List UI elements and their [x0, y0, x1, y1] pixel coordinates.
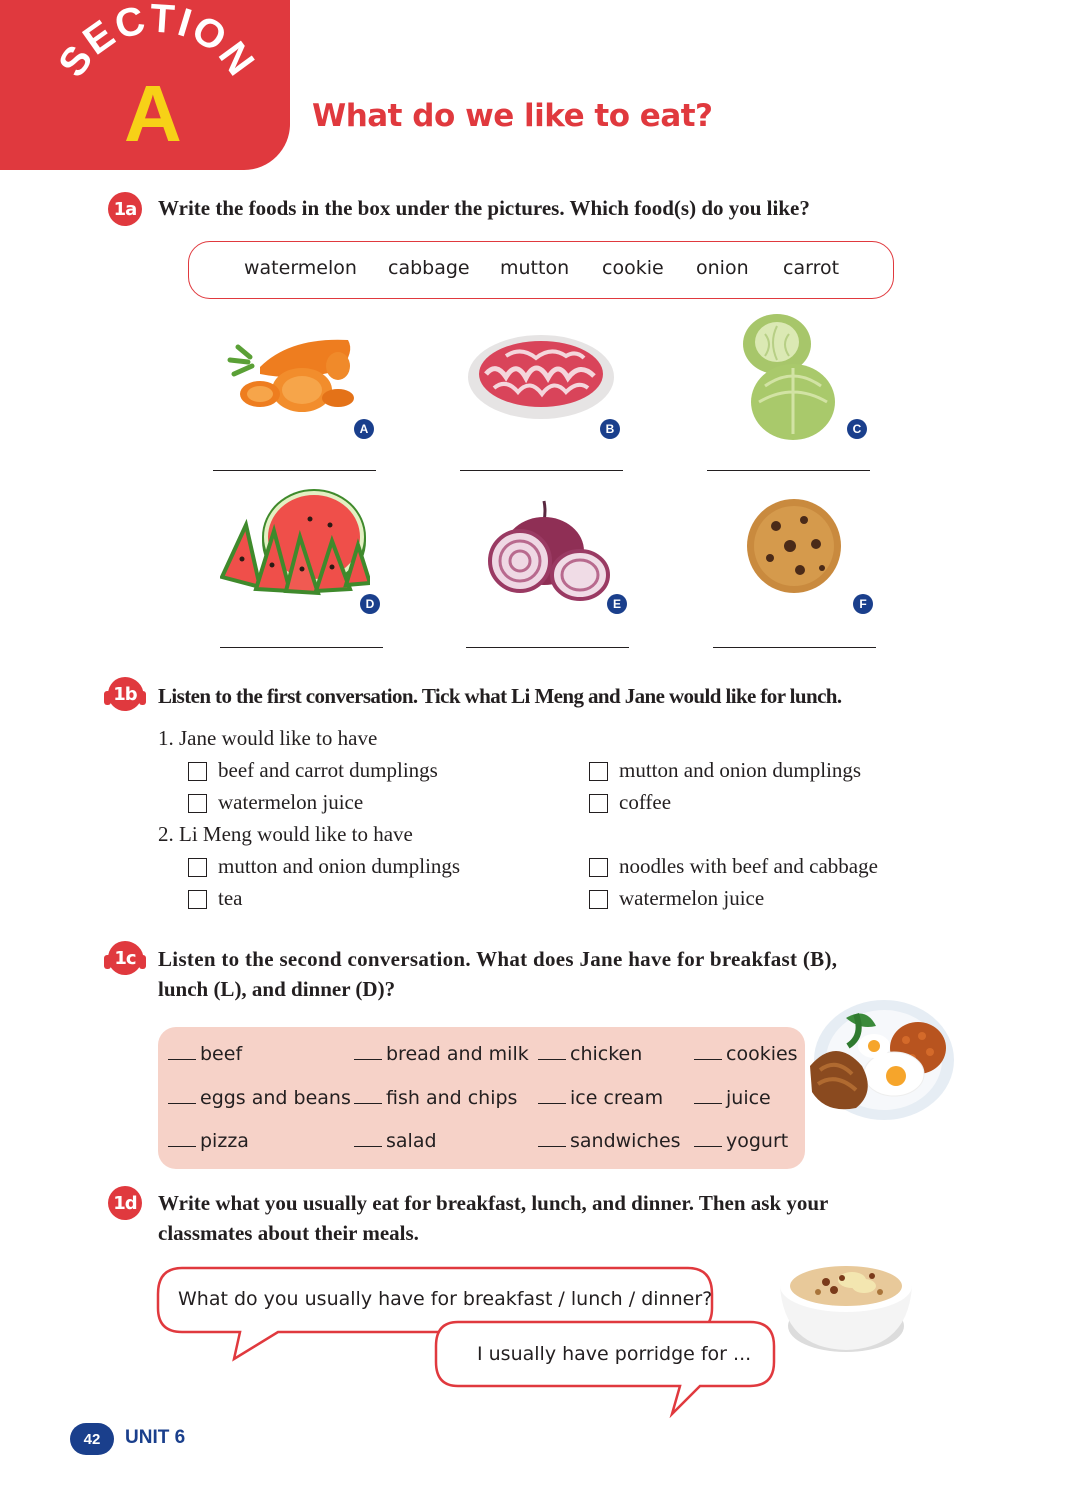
- meal-item[interactable]: ice cream: [538, 1087, 663, 1109]
- badge-1c-wrapper: [102, 937, 148, 977]
- answer-blank[interactable]: [168, 1146, 196, 1147]
- badge-1b: 1b: [108, 677, 142, 711]
- word-watermelon: watermelon: [244, 257, 357, 279]
- speech-text-1: What do you usually have for breakfast / lunch / dinner?: [178, 1288, 713, 1310]
- question-2-stem: 2. Li Meng would like to have: [158, 822, 413, 846]
- checkbox-q1-option-4[interactable]: [589, 794, 608, 813]
- answer-blank[interactable]: [538, 1059, 566, 1060]
- q2-option-2: noodles with beef and cabbage: [619, 854, 878, 878]
- q2-option-1: mutton and onion dumplings: [218, 854, 461, 878]
- instruction-1c-line2: lunch (L), and dinner (D)?: [158, 977, 396, 1001]
- answer-line-c[interactable]: [707, 470, 870, 471]
- instruction-1b: Listen to the first conversation. Tick what Li Meng and Jane would like for lunch.: [158, 684, 842, 708]
- meal-item[interactable]: eggs and beans: [168, 1087, 351, 1109]
- q2-option-4: watermelon juice: [619, 886, 765, 910]
- answer-blank[interactable]: [168, 1059, 196, 1060]
- meal-item[interactable]: chicken: [538, 1043, 642, 1065]
- badge-1d: 1d: [108, 1186, 142, 1220]
- answer-blank[interactable]: [694, 1103, 722, 1104]
- badge-1c: 1c: [108, 941, 142, 975]
- checkbox-q2-option-1[interactable]: [188, 858, 207, 877]
- answer-line-d[interactable]: [220, 647, 383, 648]
- q1-option-4: coffee: [619, 790, 672, 814]
- answer-blank[interactable]: [694, 1059, 722, 1060]
- meal-item[interactable]: cookies: [694, 1043, 798, 1065]
- checkbox-q2-option-4[interactable]: [589, 890, 608, 909]
- badge-1b-wrapper: [102, 673, 148, 713]
- meal-item[interactable]: bread and milk: [354, 1043, 529, 1065]
- word-cookie: cookie: [602, 257, 664, 279]
- meal-item[interactable]: juice: [694, 1087, 771, 1109]
- breakfast-plate-photo: [806, 996, 956, 1126]
- picture-label-f: F: [853, 594, 873, 614]
- answer-line-a[interactable]: [213, 470, 376, 471]
- meal-item[interactable]: yogurt: [694, 1130, 788, 1152]
- checkbox-q1-option-3[interactable]: [188, 794, 207, 813]
- picture-label-c: C: [847, 419, 867, 439]
- speech-text-2: I usually have porridge for ...: [477, 1343, 752, 1365]
- picture-label-b: B: [600, 419, 620, 439]
- carrot-photo: [220, 322, 370, 422]
- meal-item[interactable]: sandwiches: [538, 1130, 681, 1152]
- answer-blank[interactable]: [538, 1146, 566, 1147]
- checkbox-q2-option-2[interactable]: [589, 858, 608, 877]
- answer-blank[interactable]: [354, 1103, 382, 1104]
- onion-photo: [482, 499, 614, 607]
- meal-item[interactable]: beef: [168, 1043, 242, 1065]
- instruction-1d-line1: Write what you usually eat for breakfast, lunch, and dinner. Then ask your: [158, 1191, 829, 1215]
- question-1-stem: 1. Jane would like to have: [158, 726, 378, 750]
- picture-label-a: A: [354, 419, 374, 439]
- page-title: What do we like to eat?: [312, 98, 713, 134]
- answer-blank[interactable]: [354, 1146, 382, 1147]
- answer-blank[interactable]: [538, 1103, 566, 1104]
- picture-label-d: D: [360, 594, 380, 614]
- instruction-1a: Write the foods in the box under the pictures. Which food(s) do you like?: [158, 196, 810, 220]
- q2-option-3: tea: [218, 886, 243, 910]
- meal-item[interactable]: pizza: [168, 1130, 249, 1152]
- meal-item[interactable]: fish and chips: [354, 1087, 517, 1109]
- q1-option-2: mutton and onion dumplings: [619, 758, 862, 782]
- answer-blank[interactable]: [168, 1103, 196, 1104]
- word-cabbage: cabbage: [388, 257, 470, 279]
- instruction-1c-line1: Listen to the second conversation. What does Jane have for breakfast (B),: [158, 947, 838, 971]
- picture-label-e: E: [607, 594, 627, 614]
- meal-item[interactable]: salad: [354, 1130, 437, 1152]
- answer-line-f[interactable]: [713, 647, 876, 648]
- cookie-photo: [746, 498, 842, 594]
- checkbox-q1-option-2[interactable]: [589, 762, 608, 781]
- q1-option-3: watermelon juice: [218, 790, 364, 814]
- answer-line-e[interactable]: [466, 647, 629, 648]
- word-carrot: carrot: [783, 257, 840, 279]
- unit-label: UNIT 6: [125, 1427, 186, 1448]
- page-number: 42: [70, 1423, 114, 1455]
- answer-line-b[interactable]: [460, 470, 623, 471]
- answer-blank[interactable]: [354, 1059, 382, 1060]
- checkbox-q2-option-3[interactable]: [188, 890, 207, 909]
- section-letter: A: [124, 69, 182, 158]
- badge-1a: 1a: [108, 192, 142, 226]
- mutton-photo: [466, 322, 616, 422]
- word-onion: onion: [696, 257, 749, 279]
- cabbage-photo: [735, 306, 843, 444]
- q1-option-1: beef and carrot dumplings: [218, 758, 438, 782]
- answer-blank[interactable]: [694, 1146, 722, 1147]
- watermelon-photo: [220, 489, 370, 601]
- speech-bubble-2: [434, 1320, 778, 1418]
- section-word: SECTION: [50, 0, 264, 85]
- word-mutton: mutton: [500, 257, 570, 279]
- checkbox-q1-option-1[interactable]: [188, 762, 207, 781]
- instruction-1d-line2: classmates about their meals.: [158, 1221, 419, 1245]
- porridge-photo: [768, 1236, 924, 1356]
